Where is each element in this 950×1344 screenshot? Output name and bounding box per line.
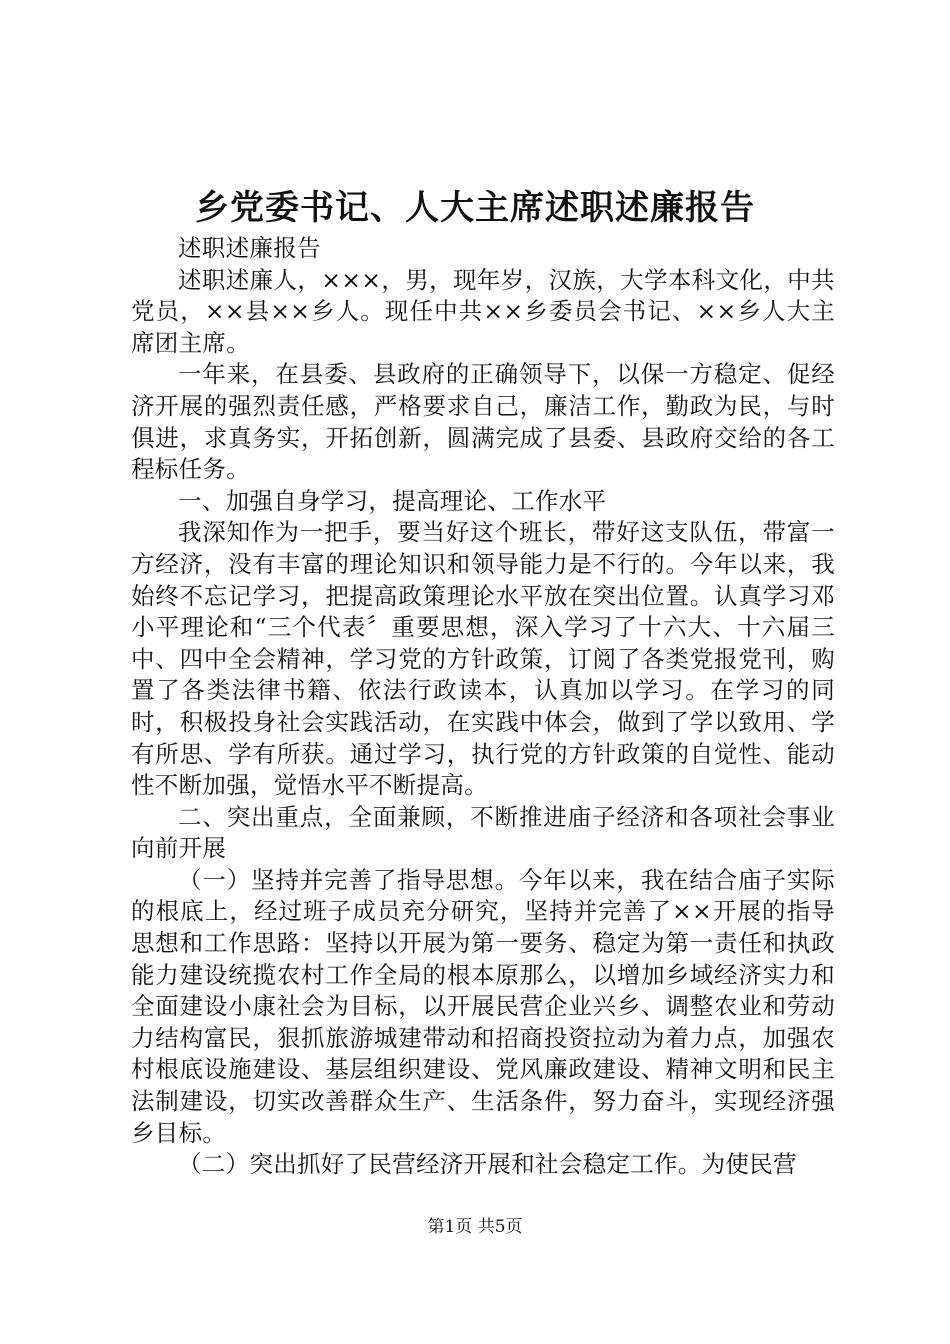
paragraph-summary: 一年来，在县委、县政府的正确领导下，以保一方稳定、促经济开展的强烈责任感，严格要求自己，廉洁工作，勤政为民，与时俱进，求真务实，开拓创新，圆满完成了县委、县政府交给的各工程标任务。 bbox=[131, 360, 835, 484]
document-body bbox=[131, 233, 835, 1181]
paragraph-guiding-thought: （一）坚持并完善了指导思想。今年以来，我在结合庙子实际的根底上，经过班子成员充分研究，坚持并完善了××开展的指导思想和工作思路：坚持以开展为第一要务、稳定为第一责任和执政能力建设统揽农村工作全局的根本原那么，以增加乡域经济实力和全面建设小康社会为目标，以开展民营企业兴乡、调整农业和劳动力结构富民，狠抓旅游城建带动和招商投资拉动为着力点，加强农村根底设施建设、基层组织建设、党风廉政建设、精神文明和民主法制建设，切实改善群众生产、生活条件，努力奋斗，实现经济强乡目标。 bbox=[131, 865, 835, 1147]
section-heading-2: 二、突出重点，全面兼顾，不断推进庙子经济和各项社会事业向前开展 bbox=[131, 802, 835, 863]
page-footer: 第1页 共5页 bbox=[427, 1217, 523, 1237]
section-heading-1: 一、加强自身学习，提高理论、工作水平 bbox=[178, 486, 607, 515]
paragraph-subtitle: 述职述廉报告 bbox=[178, 234, 321, 262]
paragraph-personal-info: 述职述廉人，×××，男，现年岁，汉族，大学本科文化，中共党员，××县××乡人。现任中共××乡委员会书记、××乡人大主席团主席。 bbox=[131, 265, 835, 357]
document-title: 乡党委书记、人大主席述职述廉报告 bbox=[195, 188, 755, 228]
paragraph-private-economy: （二）突出抓好了民营经济开展和社会稳定工作。为使民营 bbox=[178, 1150, 797, 1179]
paragraph-study: 我深知作为一把手，要当好这个班长，带好这支队伍，带富一方经济，没有丰富的理论知识和领导能力是不行的。今年以来，我始终不忘记学习，把提高政策理论水平放在突出位置。认真学习邓小平理论和“三个代表〞重要思想，深入学习了十六大、十六届三中、四中全会精神，学习党的方针政策，订阅了各类党报党刊，购置了各类法律书籍、依法行政读本，认真加以学习。在学习的同时，积极投身社会实践活动，在实践中体会，做到了学以致用、学有所思、学有所获。通过学习，执行党的方针政策的自觉性、能动性不断加强，觉悟水平不断提高。 bbox=[131, 518, 835, 800]
